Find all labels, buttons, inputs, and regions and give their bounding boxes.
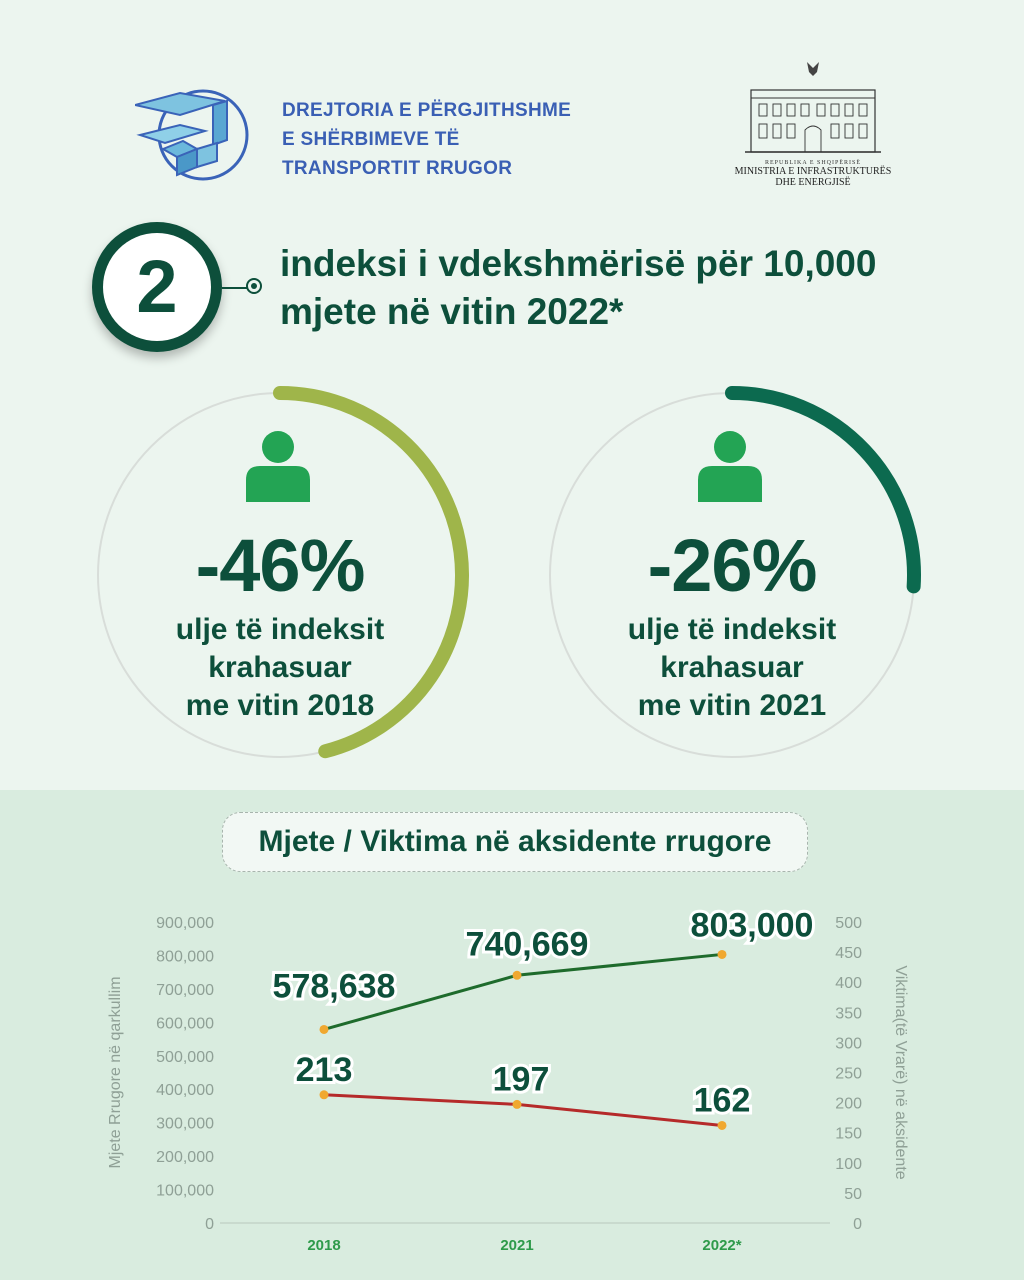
stat-desc-line-1: ulje të indeksit — [175, 613, 385, 646]
y-left-tick-label: 500,000 — [156, 1048, 214, 1066]
stat-card-2021 — [542, 385, 922, 765]
stat-description — [542, 611, 922, 725]
stat-desc-line-3: me vitin 2018 — [185, 689, 375, 722]
y-left-tick-label: 400,000 — [156, 1082, 214, 1100]
y-right-tick-label: 350 — [835, 1005, 862, 1023]
ministry-name-line-1: MINISTRIA E INFRASTRUKTURËS — [734, 166, 892, 177]
data-label: 213 — [295, 1050, 353, 1089]
y-left-tick-label: 0 — [205, 1216, 214, 1233]
ministry-name-line-2: DHE ENERGJISË — [775, 177, 851, 188]
x-tick-label: 2022* — [702, 1237, 742, 1254]
stat-card-2018 — [90, 385, 470, 765]
org-name-line-2: E SHËRBIMEVE TË — [282, 129, 460, 150]
y-right-tick-label: 400 — [835, 975, 862, 993]
data-point — [513, 971, 522, 980]
y-right-tick-label: 450 — [835, 945, 862, 963]
ministry-republic: REPUBLIKA E SHQIPËRISË — [764, 160, 861, 166]
person-icon — [246, 430, 310, 502]
y-right-tick-label: 150 — [835, 1125, 862, 1143]
y-right-tick-label: 0 — [853, 1216, 862, 1233]
y-left-tick-label: 900,000 — [156, 915, 214, 932]
series-line-2 — [324, 1095, 722, 1126]
data-point — [320, 1090, 329, 1099]
ministry-logo — [728, 60, 898, 188]
data-label: 162 — [693, 1081, 751, 1120]
y-left-tick-label: 600,000 — [156, 1015, 214, 1033]
y-left-tick-label: 100,000 — [156, 1182, 214, 1200]
y-left-tick-label: 200,000 — [156, 1149, 214, 1167]
person-icon — [698, 430, 762, 502]
data-point — [320, 1025, 329, 1034]
headline-line-1: indeksi i vdekshmërisë për 10,000 — [280, 243, 877, 284]
x-tick-label: 2021 — [500, 1237, 534, 1254]
data-label: 803,000 — [690, 906, 814, 945]
connector-line — [222, 287, 248, 289]
y-right-tick-label: 500 — [835, 915, 862, 932]
data-point — [513, 1100, 522, 1109]
connector-dot — [246, 278, 262, 294]
data-label: 197 — [492, 1060, 550, 1099]
data-label: 578,638 — [272, 967, 396, 1006]
y-right-tick-label: 100 — [835, 1155, 862, 1173]
y-right-tick-label: 250 — [835, 1065, 862, 1083]
org-name-line-3: TRANSPORTIT RRUGOR — [282, 158, 513, 179]
stat-desc-line-2: krahasuar — [208, 651, 352, 684]
stat-value: -46% — [195, 524, 365, 607]
data-point — [718, 1121, 727, 1130]
section-number-badge — [92, 222, 222, 352]
org-name — [282, 96, 622, 183]
y-left-tick-label: 800,000 — [156, 948, 214, 966]
line-chart — [0, 880, 1024, 1270]
ministry-building-icon — [743, 60, 883, 156]
headline-line-2: mjete në vitin 2022* — [280, 291, 624, 332]
section-number: 2 — [103, 233, 211, 341]
stat-desc-line-2: krahasuar — [660, 651, 804, 684]
stat-desc-line-3: me vitin 2021 — [637, 689, 827, 722]
stat-desc-line-1: ulje të indeksit — [627, 613, 837, 646]
y-right-tick-label: 200 — [835, 1095, 862, 1113]
stat-value: -26% — [647, 524, 817, 607]
y-left-tick-label: 700,000 — [156, 981, 214, 999]
y-left-tick-label: 300,000 — [156, 1115, 214, 1133]
y-right-axis-title: Viktima(të Vrarë) në aksidente — [892, 965, 909, 1180]
y-left-axis-title: Mjete Rrugore në qarkullim — [107, 976, 124, 1169]
org-name-line-1: DREJTORIA E PËRGJITHSHME — [282, 100, 572, 121]
data-label: 740,669 — [465, 925, 589, 964]
section-headline — [280, 240, 980, 336]
stat-description — [90, 611, 470, 725]
x-tick-label: 2018 — [307, 1237, 341, 1254]
y-right-tick-label: 300 — [835, 1035, 862, 1053]
data-point — [718, 950, 727, 959]
y-right-tick-label: 50 — [844, 1185, 862, 1203]
dpshtrr-logo-icon — [135, 85, 250, 185]
chart-title: Mjete / Viktima në aksidente rrugore — [222, 812, 808, 872]
